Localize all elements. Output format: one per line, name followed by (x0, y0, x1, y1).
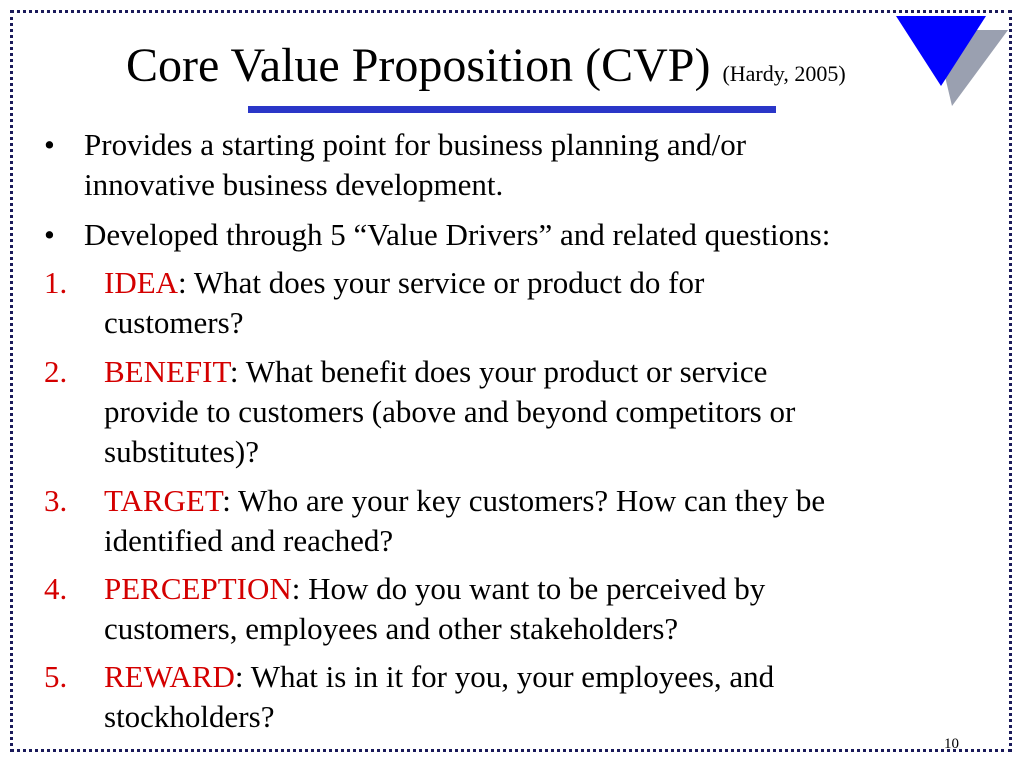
bullet-marker: • (44, 217, 55, 252)
title-underline (248, 106, 776, 113)
item-first-line (104, 658, 774, 696)
page-number: 10 (944, 736, 959, 752)
item-number: 2. (44, 354, 68, 389)
item-question: : Who are your key customers? How can they be (222, 483, 826, 518)
item-line: provide to customers (above and beyond competitors or (104, 394, 796, 429)
item-keyword: PERCEPTION (104, 571, 292, 606)
item-first-line (104, 264, 704, 302)
item-number: 4. (44, 571, 68, 606)
item-line: customers? (104, 305, 244, 340)
bullet-line: Provides a starting point for business planning and/or (84, 127, 747, 162)
item-first-line (104, 482, 825, 520)
bullet-line: Developed through 5 “Value Drivers” and related questions: (84, 217, 831, 252)
item-first-line (104, 570, 765, 608)
item-question: : What does your service or product do for (178, 265, 705, 300)
item-keyword: REWARD (104, 659, 235, 694)
item-number: 3. (44, 483, 68, 518)
item-question: : What is in it for you, your employees, and (234, 659, 775, 694)
title-text: Core Value Proposition (CVP) (126, 39, 711, 92)
item-line: identified and reached? (104, 523, 394, 558)
item-question: : What benefit does your product or service (229, 354, 768, 389)
item-number: 1. (44, 265, 68, 300)
item-line: stockholders? (104, 699, 275, 734)
item-line: substitutes)? (104, 434, 259, 469)
bullet-marker: • (44, 127, 55, 162)
title-citation: (Hardy, 2005) (722, 61, 846, 86)
item-first-line (104, 353, 767, 391)
item-keyword: TARGET (104, 483, 223, 518)
bullet-line: innovative business development. (84, 167, 504, 202)
item-keyword: IDEA (104, 265, 179, 300)
item-question: : How do you want to be perceived by (291, 571, 766, 606)
item-keyword: BENEFIT (104, 354, 230, 389)
slide-title (126, 38, 846, 102)
item-number: 5. (44, 659, 68, 694)
triangle-logo-icon (896, 16, 1008, 106)
item-line: customers, employees and other stakeholders? (104, 611, 679, 646)
